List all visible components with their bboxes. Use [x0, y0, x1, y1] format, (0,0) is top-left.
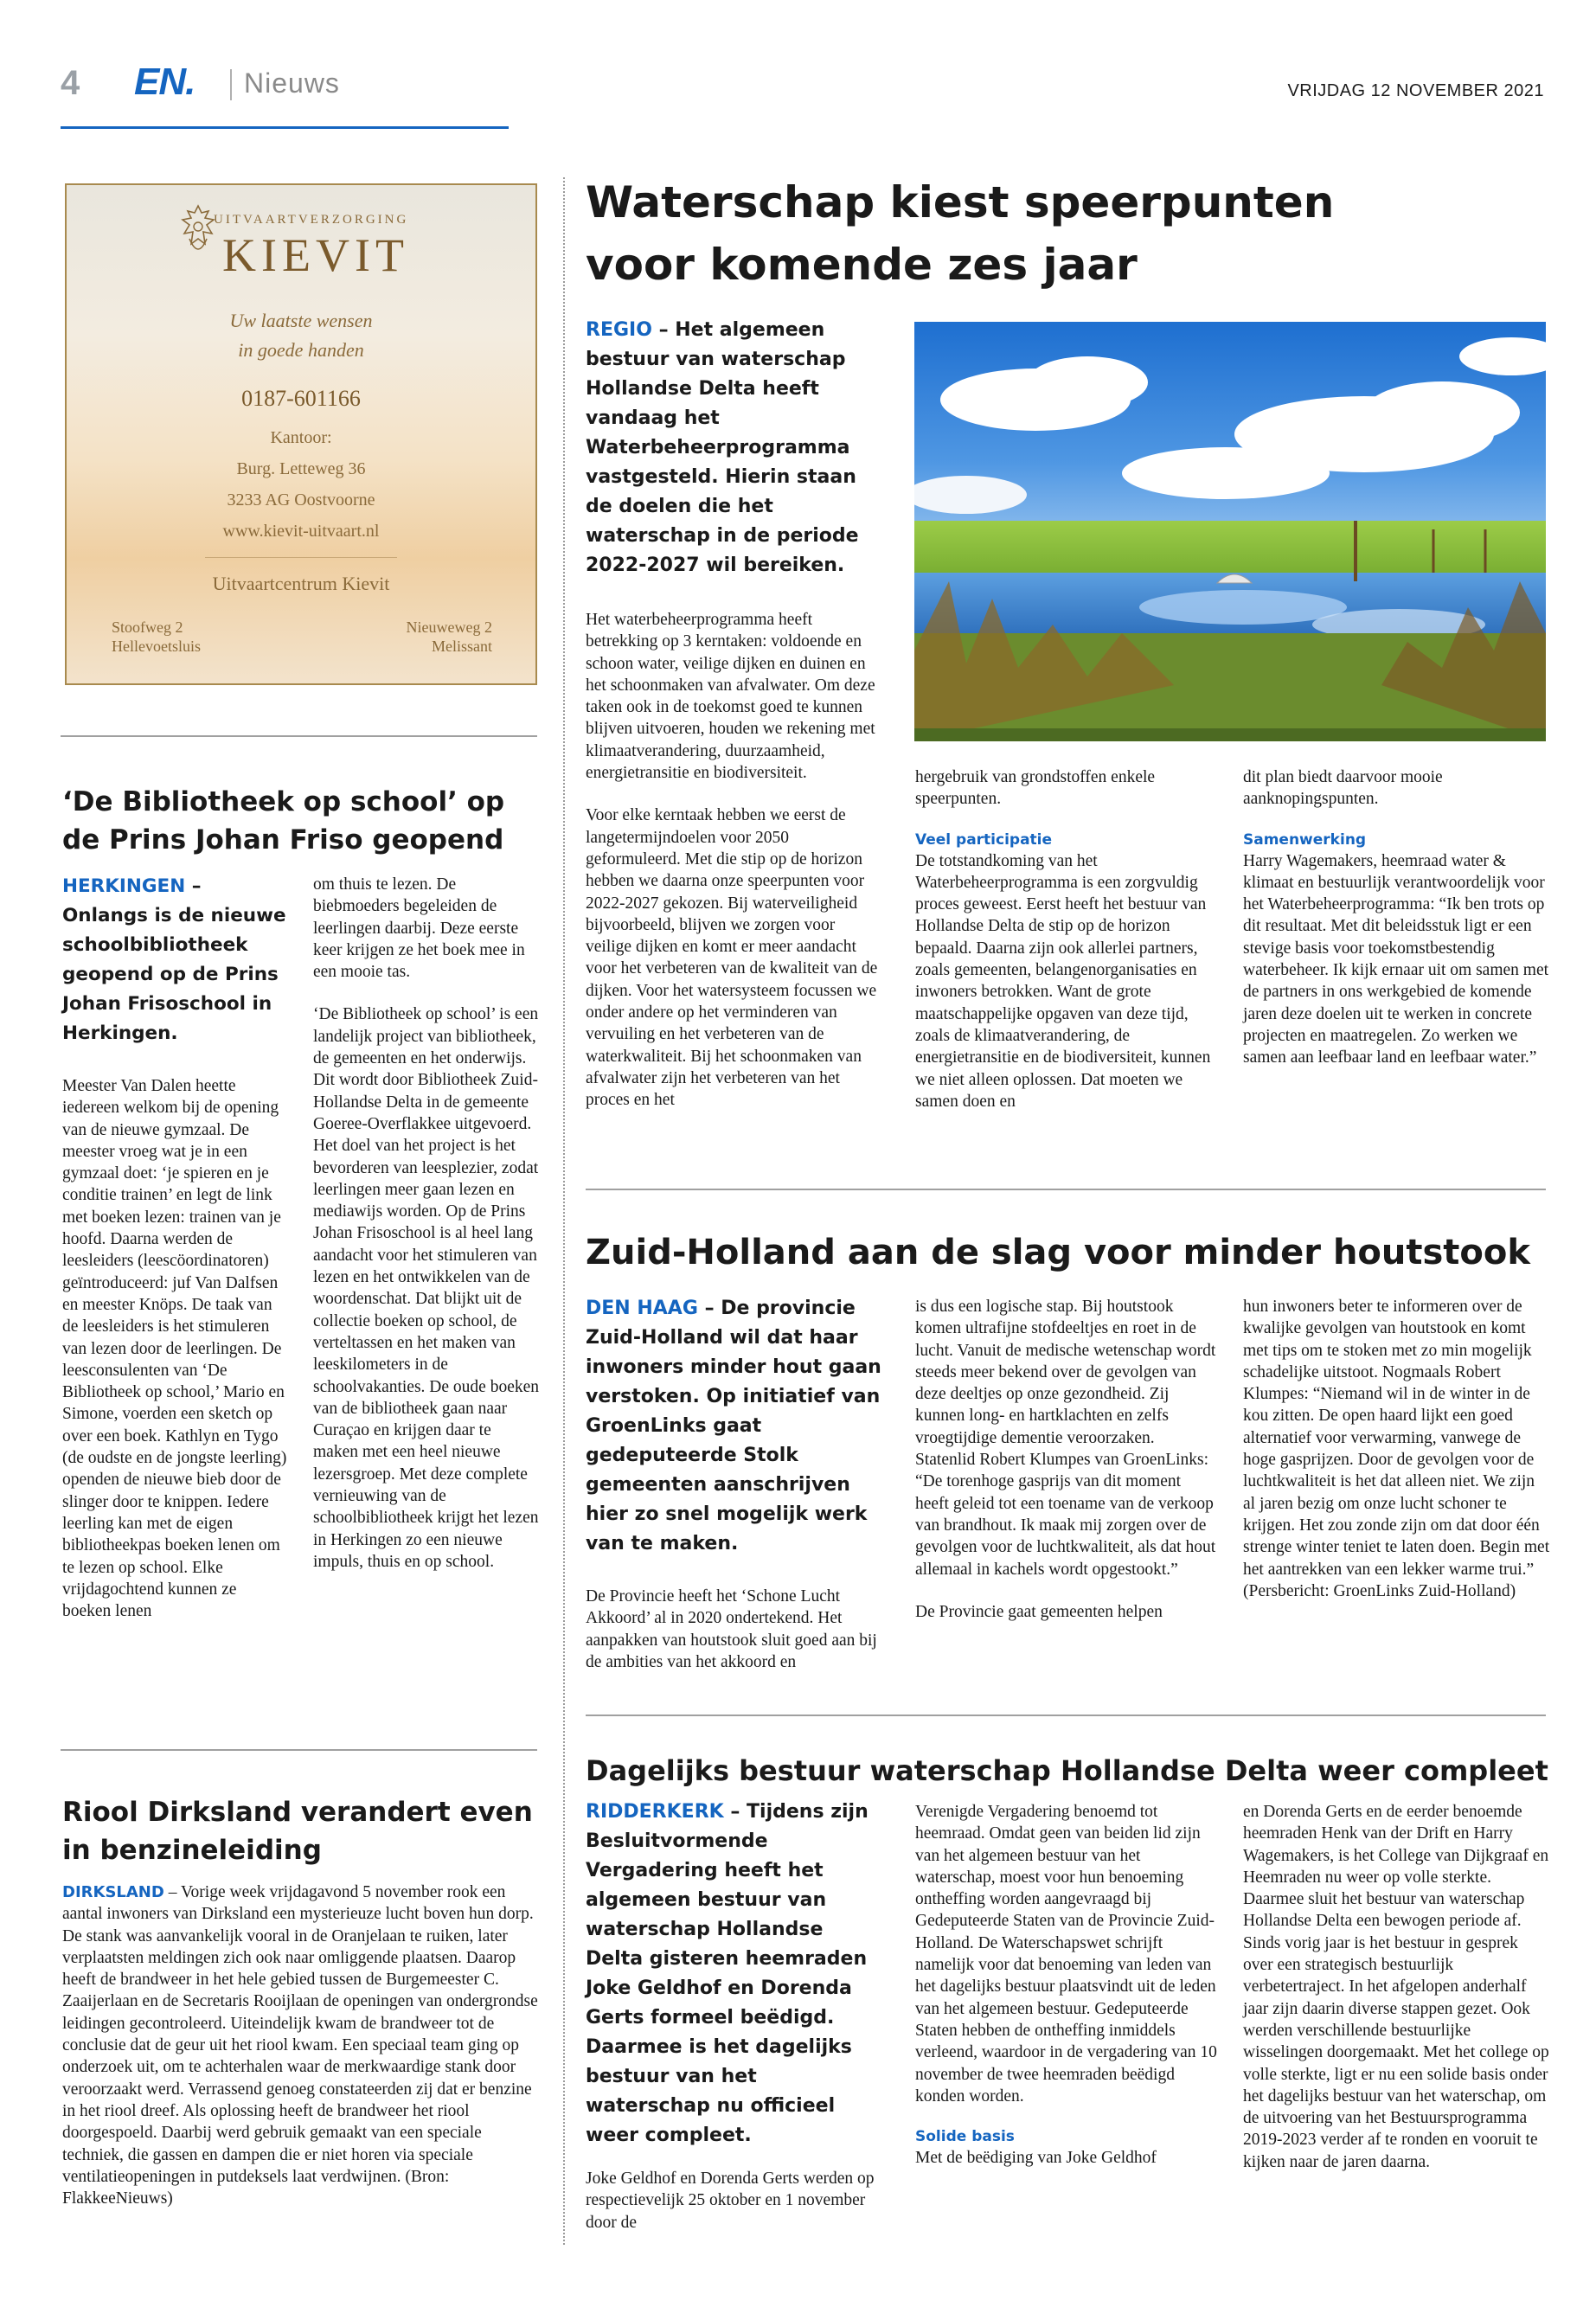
rule-riool-top — [61, 1749, 537, 1751]
ad-office-label: Kantoor: — [270, 428, 332, 447]
bestuur-subhead-solide-basis: Solide basis — [915, 2128, 1015, 2146]
waterschap-subhead-participatie: Veel participatie — [915, 830, 1053, 849]
waterschap-headline[interactable] — [586, 171, 1554, 296]
houtstook-col2-p2: De Provincie gaat gemeenten helpen — [915, 1602, 1163, 1621]
riool-headline[interactable]: Riool Dirksland verandert even in benzineleiding — [62, 1797, 533, 1866]
bestuur-col2-p2: Met de beëdiging van Joke Geldhof — [915, 2149, 1157, 2168]
bib-col2-p2: ‘De Bibliotheek op school’ is een landelijk project van bibliotheek, de gemeenten en het onderwijs. Dit wordt door Bibliotheek Zuid-Hollandse Delta in de gemeente Goeree-Overflakkee uitgevoerd. Het doel van het project is het bevorderen van leesplezier, zodat leerlingen meer gaan lezen en mediawijs worden. Op de Prins Johan Frisoschool is al heel lang aandacht voor het stimuleren van lezen en het ontwikkelen van de woordenschat. Dat blijkt uit de collectie boeken op school, de verteltassen en het maken van leeskilometers in de schoolvakanties. De oude boeken van de bibliotheek gaan naar Curaçao en krijgen daar te maken met een heel nieuwe lezersgroep. Met deze complete vernieuwing van de schoolbibliotheek krijgt het lezen in Herkingen zo een nieuwe impuls, thuis en op school. — [313, 1005, 540, 1571]
waterschap-col3-p1: dit plan biedt daarvoor mooie aanknopingspunten. — [1243, 768, 1443, 809]
logo-separator — [230, 69, 232, 100]
ad-slogan-line-2: in goede handen — [238, 339, 364, 361]
header-rule — [61, 126, 509, 129]
houtstook-lead-text: – De provincie Zuid-Holland wil dat haar inwoners minder hout gaan verstoken. Op initiatief van GroenLinks gaat gedeputeerde Stolk gemeenten aanschrijven hier zo snel mogelijk werk van te maken. — [586, 1298, 881, 1554]
ad-location-2-street: Nieuweweg 2 — [406, 619, 492, 636]
waterschap-kicker: REGIO — [586, 319, 652, 341]
landscape-image — [914, 322, 1546, 741]
bestuur-col3-p1: en Dorenda Gerts en de eerder benoemde heemraden Henk van der Drift en Harry Wagemakers, is het College van Dijkgraaf en Heemraden nu weer op volle sterkte. Daarmee sluit het bestuur van waterschap Hollandse Delta een bewogen periode af. Sinds vorig jaar is het bestuur in gesprek over een strategisch bestuurlijk verbetertraject. In het afgelopen anderhalf jaar zijn daarin diverse stappen gezet. Ook werden verschillende bestuurlijke wisselingen doorgemaakt. Met het college op volle sterkte, ligt er nu een solide basis onder het dagelijks bestuur van het waterschap, om de uitvoering van het Bestuursprogramma 2019-2023 verder af te ronden en vooruit te kijken naar de jaren daarna. — [1243, 1803, 1549, 2171]
ad-slogan — [67, 306, 535, 365]
bestuur-column-1 — [586, 2168, 884, 2234]
waterschap-col3-p2: Harry Wagemakers, heemraad water & klimaat en bestuurlijk verantwoordelijk voor het Waterbeheerprogramma: “Ik ben trots op dit resultaat. Met dit beleidsstuk ligt er een stevige basis voor toekomstbestendig waterbeheer. Ik kijk ernaar uit om samen met de partners in ons werkgebied de komende jaren deze doelen uit te werken in concrete projecten en maatregelen. Zo werken we samen aan leefbaar land en leefbaar water.” — [1243, 851, 1549, 1067]
issue-date: VRIJDAG 12 NOVEMBER 2021 — [1287, 81, 1544, 100]
waterschap-lead-text: – Het algemeen bestuur van waterschap Hollandse Delta heeft vandaag het Waterbeheerprogramma vastgesteld. Hierin staan de doelen die het waterschap in de periode 2022-2027 wil bereiken. — [586, 319, 859, 576]
waterschap-headline-line-1: Waterschap kiest speerpunten — [586, 177, 1335, 228]
ad-center-name: Uitvaartcentrum Kievit — [212, 573, 390, 594]
houtstook-headline[interactable]: Zuid-Holland aan de slag voor minder houtstook — [586, 1233, 1530, 1272]
waterschap-col1-p1: Het waterbeheerprogramma heeft betrekking op 3 kerntaken: voldoende en schoon water, veilige dijken en duinen en het schoonmaken van afvalwater. Om deze taken ook in de toekomst goed te kunnen blijven uitvoeren, houden we rekening met klimaatverandering, duurzaamheid, energietransitie en biodiversiteit. — [586, 611, 875, 783]
ad-city: 3233 AG Oostvoorne — [227, 490, 375, 510]
waterschap-column-3 — [1243, 766, 1550, 1069]
bib-column-2 — [313, 874, 540, 1573]
rule-bib-top — [61, 735, 537, 737]
waterschap-photo — [914, 322, 1546, 741]
waterschap-headline-line-2: voor komende zes jaar — [586, 240, 1138, 290]
bestuur-headline[interactable]: Dagelijks bestuur waterschap Hollandse Delta weer compleet — [586, 1754, 1548, 1787]
houtstook-lead — [586, 1294, 893, 1559]
ad-website[interactable]: www.kievit-uitvaart.nl — [222, 522, 380, 541]
newspaper-logo[interactable]: EN. — [134, 61, 195, 103]
bestuur-kicker: RIDDERKERK — [586, 1801, 724, 1823]
ad-location-1 — [112, 618, 201, 656]
houtstook-column-2 — [915, 1296, 1218, 1623]
ad-company-name: KIEVIT — [222, 229, 409, 281]
ad-address — [67, 422, 535, 547]
section-label[interactable]: Nieuws — [244, 67, 340, 99]
waterschap-column-1 — [586, 609, 884, 1112]
bib-kicker: HERKINGEN — [62, 875, 186, 897]
bib-headline[interactable]: ‘De Bibliotheek op school’ op de Prins Johan Friso geopend — [62, 786, 505, 856]
ad-slogan-line-1: Uw laatste wensen — [229, 310, 373, 331]
houtstook-col3-p1: hun inwoners beter te informeren over de kwalijke gevolgen van houtstook en komt met tips om te stoken met zo min mogelijk schadelijke uitstoot. Nogmaals Robert Klumpes: “Niemand wil in de winter in de kou zitten. De open haard lijkt een goed alternatief voor verwarming, vanwege de hoge gasprijzen. Door de gevolgen voor de luchtkwaliteit is het dat alleen niet. We zijn al jaren bezig om onze lucht schoner te krijgen. Het zou zonde zijn om dat door één strenge winter teniet te laten doen. Begin met het aantrekken van een lekker warme trui.” (Persbericht: GroenLinks Zuid-Holland) — [1243, 1298, 1550, 1600]
funeral-advertisement[interactable] — [65, 183, 537, 685]
ad-location-2-city: Melissant — [432, 638, 492, 655]
rule-houtstook-top — [586, 1189, 1546, 1190]
riool-text: – Vorige week vrijdagavond 5 november rook een aantal inwoners van Dirksland een mysterieuze lucht boven hun dorp. De stank was aanvankelijk vooral in de Oranjelaan te ruiken, later verplaatsten meldingen zich ook naar omliggende plaatsen. Daarop heeft de brandweer in het hele gebied tussen de Burgemeester C. Zaaijerlaan en de Secretaris Rooijlaan de openingen van ondergrondse leidingen gecontroleerd. Uiteindelijk kwam de brandweer tot de conclusie dat de geur uit het riool kwam. Een speciaal team ging op onderzoek uit, om te achterhalen waar de merkwaardige stank door veroorzaakt werd. Verrassend genoeg constateerden zij dat er benzine in het riool dreef. Als oplossing heeft de brandweer het riool doorgespoeld. Daarbij werd gebruik gemaakt van een speciale techniek, die gassen en dampen die er niet horen via speciale ventilatieopeningen in putdeksels laat verdwijnen. (Bron: FlakkeeNieuws) — [62, 1883, 538, 2208]
houtstook-column-3 — [1243, 1296, 1550, 1602]
waterschap-lead — [586, 316, 884, 580]
bestuur-col1-p1: Joke Geldhof en Dorenda Gerts werden op respectievelijk 25 oktober en 1 november door de — [586, 2170, 875, 2232]
ad-location-1-city: Hellevoetsluis — [112, 638, 201, 655]
bestuur-col2-p1: Verenigde Vergadering benoemd tot heemraad. Omdat geen van beiden lid zijn van het algemeen bestuur van het waterschap, moest voor hun benoeming ontheffing worden aangevraagd bij Gedeputeerde Staten van de Provincie Zuid-Holland. De Waterschapswet schrijft namelijk voor dat benoeming van leden van het dagelijks bestuur plaatsvindt uit de leden van het algemeen bestuur. Gedeputeerde Staten hebben de ontheffing inmiddels verleend, waardoor in de vergadering van 10 november de twee heemraden beëdigd konden worden. — [915, 1803, 1217, 2106]
bestuur-lead — [586, 1798, 884, 2150]
houtstook-col2-p1: is dus een logische stap. Bij houtstook komen ultrafijne stofdeeltjes en roet in de lucht. Vanuit de medische wetenschap wordt steeds meer bekend over de gevolgen van deze deeltjes op onze gezondheid. Zij kunnen long- en hartklachten en zelfs vroegtijdige dementie veroorzaken. Statenlid Robert Klumpes van GroenLinks: “De torenhoge gasprijs van dit moment heeft geleid tot een toename van de verkoop van brandhout. Ik maak mij zorgen over de gevolgen voor de luchtkwaliteit, als dat hout allemaal in kachels wordt opgestookt.” — [915, 1298, 1216, 1579]
bib-lead: HERKINGEN – Onlangs is de nieuwe schoolbibliotheek geopend op de Prins Johan Frisoschool in Herkingen. — [62, 875, 286, 1044]
bib-column-1 — [62, 1075, 289, 1622]
waterschap-col2-p1: hergebruik van grondstoffen enkele speerpunten. — [915, 768, 1156, 809]
column-divider — [563, 177, 565, 2245]
bestuur-column-3 — [1243, 1801, 1550, 2173]
ad-location-1-street: Stoofweg 2 — [112, 619, 183, 636]
page-number: 4 — [61, 64, 80, 102]
rule-bestuur-top — [586, 1715, 1546, 1716]
bib-lead-text: Onlangs is de nieuwe schoolbibliotheek geopend op de Prins Johan Frisoschool in Herkingen. — [62, 905, 286, 1044]
bestuur-column-2 — [915, 1801, 1218, 2169]
ad-location-2 — [407, 618, 492, 656]
ad-subtitle: UITVAARTVERZORGING — [214, 213, 409, 227]
ad-street: Burg. Letteweg 36 — [236, 459, 366, 478]
crest-icon — [179, 204, 217, 265]
riool-body — [62, 1881, 542, 2209]
ad-phone[interactable]: 0187-601166 — [241, 386, 361, 411]
bib-col2-p1: om thuis te lezen. De biebmoeders begeleiden de leerlingen daarbij. Deze eerste keer krijgen ze het boek mee in een mooie tas. — [313, 875, 525, 982]
waterschap-subhead-samenwerking: Samenwerking — [1243, 830, 1367, 849]
houtstook-col1-p1: De Provincie heeft het ‘Schone Lucht Akkoord’ al in 2020 ondertekend. Het aanpakken van houtstook sluit goed aan bij de ambities van het akkoord en — [586, 1587, 877, 1671]
riool-kicker: DIRKSLAND — [62, 1883, 164, 1901]
bestuur-lead-text: – Tijdens zijn Besluitvormende Vergadering heeft het algemeen bestuur van waterschap Hollandse Delta gisteren heemraden Joke Geldhof en Dorenda Gerts formeel beëdigd. Daarmee is het dagelijks bestuur van het waterschap nu officieel weer compleet. — [586, 1801, 869, 2146]
houtstook-kicker: DEN HAAG — [586, 1298, 698, 1319]
waterschap-col1-p2: Voor elke kerntaak hebben we eerst de langetermijndoelen voor 2050 geformuleerd. Met die stip op de horizon hebben we daarna onze speerpunten voor 2022-2027 gekozen. Bij waterveiligheid bijvoorbeeld, blijven we zorgen voor veilige dijken en komt er meer aandacht voor het verbeteren van de kwaliteit van de dijken. Voor het watersysteem focussen we onder andere op het verminderen van vervuiling en het verbeteren van de waterkwaliteit. Bij het schoonmaken van afvalwater zijn het verbeteren van het proces en het — [586, 806, 878, 1110]
waterschap-column-2 — [915, 766, 1214, 1112]
bib-col1-text: Meester Van Dalen heette iedereen welkom bij de opening van de nieuwe gymzaal. De meester vroeg wat je in een gymzaal doet: ‘je spieren en je conditie trainen’ en legt de link met boeken lezen: trainen van je hoofd. Daarna werden de leesleiders (leescöordinatoren) geïntroduceerd: juf Van Dalfsen en meester Knöps. De taak van de leesleiders is het stimuleren van lezen door de leerlingen. De leesconsulenten van ‘De Bibliotheek op school,’ Mario en Simone, voerden een sketch op over een boek. Kathlyn en Tygo (de oudste en de jongste leerling) openden de nieuwe bieb door de slinger door te knippen. Iedere leerling kan met de eigen bibliotheekpas boeken lenen om te lezen op school. Elke vrijdagochtend kunnen ze boeken lenen — [62, 1077, 287, 1621]
waterschap-col2-p2: De totstandkoming van het Waterbeheerprogramma is een zorgvuldig proces geweest. Eerst heeft het bestuur van Hollandse Delta de stip op de horizon bepaald. Daarna zijn ook allerlei partners, zoals gemeenten, belangenorganisaties en inwoners betrokken. Want de grote maatschappelijke opgaven van deze tijd, zoals de klimaatverandering, de energietransitie en de biodiversiteit, kunnen we niet alleen oplossen. Dat moeten we samen doen en — [915, 851, 1211, 1111]
houtstook-column-1 — [586, 1586, 893, 1673]
ad-divider — [205, 557, 397, 558]
